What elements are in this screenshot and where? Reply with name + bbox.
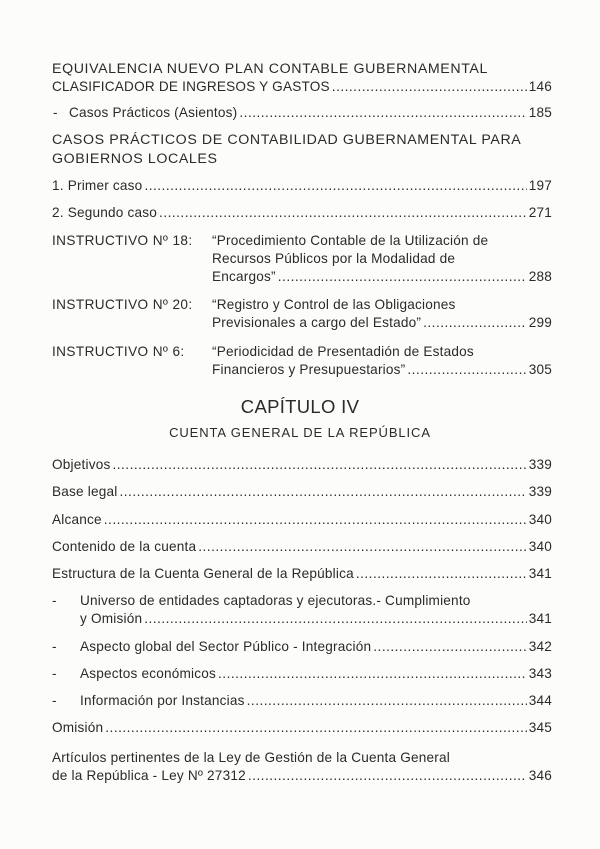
dot-leader bbox=[278, 268, 527, 286]
toc-entry bbox=[80, 610, 552, 628]
toc-entry-text: Información por Instancias bbox=[80, 693, 245, 708]
toc-page-number: 271 bbox=[528, 205, 552, 220]
toc-entry bbox=[212, 268, 552, 286]
toc-entry-text: Base legal bbox=[52, 484, 118, 499]
bullet-dash: - bbox=[52, 593, 57, 608]
toc-page-number: 197 bbox=[528, 178, 552, 193]
toc-page-number: 305 bbox=[528, 362, 552, 377]
toc-entry-text: Encargos” bbox=[212, 269, 276, 284]
toc-entry bbox=[52, 538, 552, 556]
toc-entry-text: Casos Prácticos (Asientos) bbox=[69, 105, 238, 120]
dot-leader bbox=[356, 565, 527, 583]
dot-leader bbox=[247, 692, 527, 710]
instructivo-label: INSTRUCTIVO Nº 18: bbox=[52, 233, 193, 248]
toc-page-number: 339 bbox=[528, 484, 552, 499]
toc-entry bbox=[52, 204, 552, 222]
toc-entry-text: Financieros y Presupuestarios” bbox=[212, 362, 406, 377]
toc-entry bbox=[52, 719, 552, 737]
toc-entry-text: Omisión bbox=[52, 720, 104, 735]
toc-entry-text: Artículos pertinentes de la Ley de Gestión de la Cuenta General bbox=[52, 750, 450, 765]
dot-leader bbox=[423, 314, 527, 332]
toc-page-number: 345 bbox=[528, 720, 552, 735]
toc-entry bbox=[52, 511, 552, 529]
toc-page-number: 288 bbox=[528, 269, 552, 284]
toc-page-number: 346 bbox=[528, 768, 552, 783]
toc-entry bbox=[80, 692, 552, 710]
toc-page-number: 341 bbox=[528, 611, 552, 626]
dot-leader bbox=[218, 665, 527, 683]
dot-leader bbox=[332, 78, 527, 96]
toc-page-number: 340 bbox=[528, 512, 552, 527]
toc-page-number: 344 bbox=[528, 693, 552, 708]
toc-entry-text: Previsionales a cargo del Estado” bbox=[212, 315, 422, 330]
section-heading: GOBIERNOS LOCALES bbox=[52, 151, 218, 167]
toc-entry-text: Universo de entidades captadoras y ejecutoras.- Cumplimiento bbox=[80, 593, 471, 608]
toc-entry-text: CLASIFICADOR DE INGRESOS Y GASTOS bbox=[52, 79, 330, 94]
toc-entry bbox=[80, 665, 552, 683]
bullet-dash: - bbox=[52, 666, 57, 681]
toc-entry-text: Contenido de la cuenta bbox=[52, 539, 197, 554]
toc-entry bbox=[212, 361, 552, 379]
bullet-dash: - bbox=[52, 639, 57, 654]
section-heading: CASOS PRÁCTICOS DE CONTABILIDAD GUBERNAMENTAL PARA bbox=[52, 132, 522, 148]
instructivo-title: “Registro y Control de las Obligaciones bbox=[212, 297, 456, 312]
dot-leader bbox=[144, 610, 526, 628]
toc-entry bbox=[52, 456, 552, 474]
instructivo-title: Recursos Públicos por la Modalidad de bbox=[212, 251, 456, 266]
toc-entry bbox=[52, 177, 552, 195]
toc-entry-text: 2. Segundo caso bbox=[52, 205, 158, 220]
toc-page-number: 342 bbox=[528, 639, 552, 654]
dot-leader bbox=[239, 104, 526, 122]
toc-entry-text: Aspecto global del Sector Público - Integración bbox=[80, 639, 372, 654]
toc-entry bbox=[212, 314, 552, 332]
instructivo-label: INSTRUCTIVO Nº 20: bbox=[52, 297, 193, 312]
toc-entry bbox=[69, 104, 552, 122]
dot-leader bbox=[248, 767, 527, 785]
toc-entry-text: Alcance bbox=[52, 512, 102, 527]
instructivo-label: INSTRUCTIVO Nº 6: bbox=[52, 344, 185, 359]
toc-page-number: 343 bbox=[528, 666, 552, 681]
toc-entry-text: Aspectos económicos bbox=[80, 666, 217, 681]
toc-entry-text: Estructura de la Cuenta General de la República bbox=[52, 566, 354, 581]
toc-entry bbox=[52, 565, 552, 583]
toc-entry-text: Objetivos bbox=[52, 457, 111, 472]
dot-leader bbox=[105, 719, 526, 737]
instructivo-title: “Procedimiento Contable de la Utilización de bbox=[212, 233, 489, 248]
toc-entry bbox=[52, 767, 552, 785]
toc-entry-text: y Omisión bbox=[80, 611, 143, 626]
dot-leader bbox=[119, 483, 526, 501]
toc-entry-text: 1. Primer caso bbox=[52, 178, 143, 193]
dot-leader bbox=[159, 204, 527, 222]
toc-page-number: 340 bbox=[528, 539, 552, 554]
dot-leader bbox=[112, 456, 526, 474]
bullet-dash: - bbox=[53, 105, 58, 120]
toc-page-number: 146 bbox=[528, 79, 552, 94]
dot-leader bbox=[407, 361, 526, 379]
toc-page-number: 339 bbox=[528, 457, 552, 472]
toc-page-number: 341 bbox=[528, 566, 552, 581]
bullet-dash: - bbox=[52, 693, 57, 708]
dot-leader bbox=[373, 638, 526, 656]
toc-entry bbox=[80, 638, 552, 656]
dot-leader bbox=[144, 177, 526, 195]
toc-entry bbox=[52, 78, 552, 96]
toc-entry bbox=[52, 483, 552, 501]
dot-leader bbox=[198, 538, 526, 556]
chapter-title: CAPÍTULO IV bbox=[240, 396, 360, 417]
toc-entry-text: de la República - Ley Nº 27312 bbox=[52, 768, 246, 783]
section-heading: EQUIVALENCIA NUEVO PLAN CONTABLE GUBERNAMENTAL bbox=[52, 61, 488, 77]
dot-leader bbox=[104, 511, 527, 529]
chapter-subtitle: CUENTA GENERAL DE LA REPÚBLICA bbox=[169, 425, 431, 440]
instructivo-title: “Periodicidad de Presentadión de Estados bbox=[212, 344, 474, 359]
toc-page-number: 185 bbox=[528, 105, 552, 120]
toc-page-number: 299 bbox=[528, 315, 552, 330]
